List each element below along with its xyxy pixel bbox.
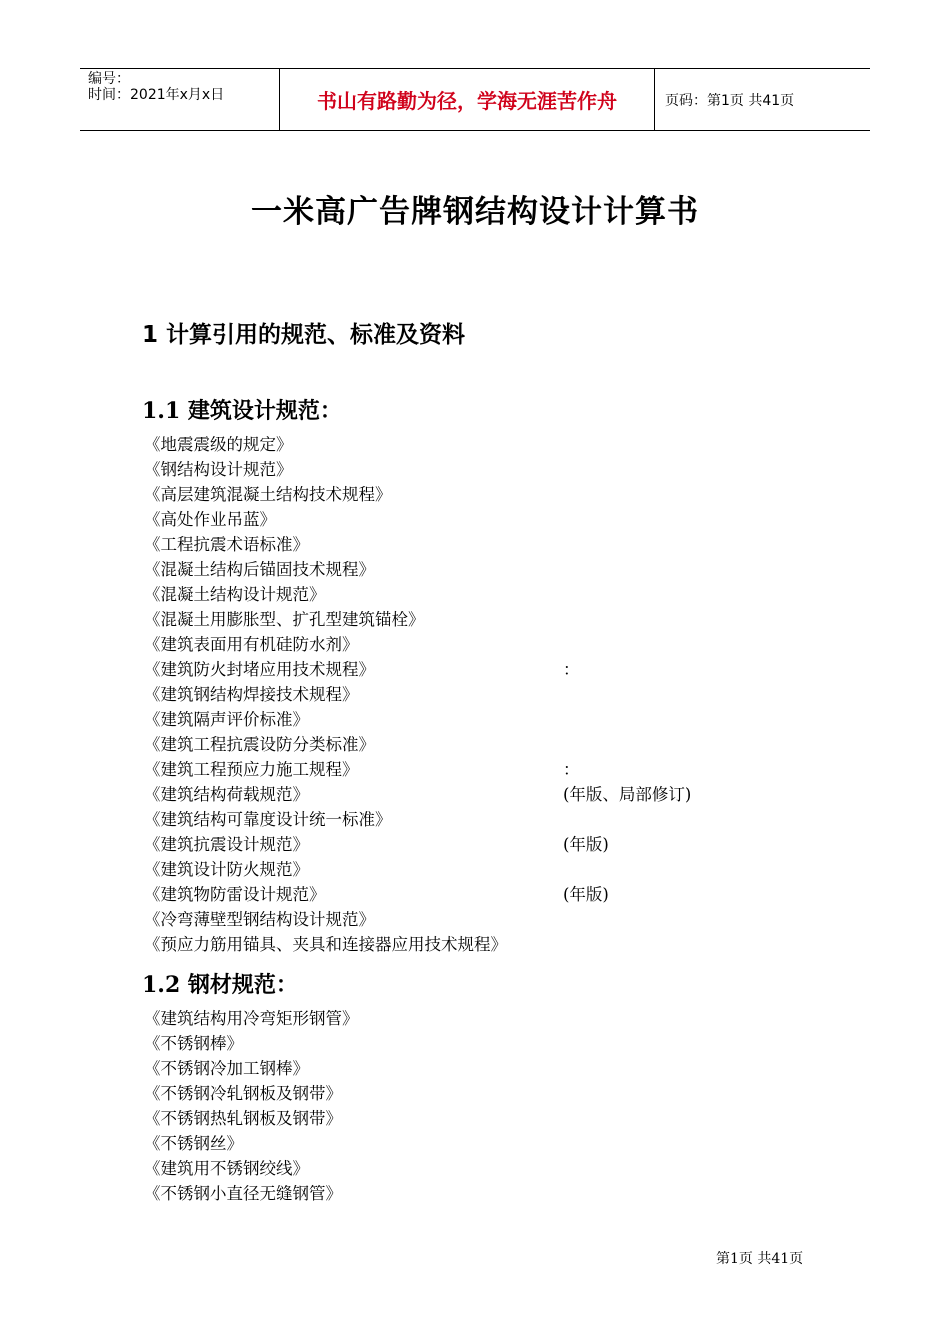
section-1-2-heading: 1.2 钢材规范： bbox=[142, 972, 298, 998]
list-item bbox=[144, 457, 507, 482]
code-title: 《建筑用不锈钢绞线》 bbox=[144, 1159, 309, 1178]
code-title: 《建筑工程抗震设防分类标准》 bbox=[144, 735, 375, 754]
list-item bbox=[144, 532, 507, 557]
list-item bbox=[144, 1081, 359, 1106]
code-title: 《建筑表面用有机硅防水剂》 bbox=[144, 635, 359, 654]
document-number-label: 编号： bbox=[88, 71, 130, 87]
code-title: 《建筑抗震设计规范》 bbox=[144, 835, 309, 854]
list-item bbox=[144, 1106, 359, 1131]
code-title: 《不锈钢冷加工钢棒》 bbox=[144, 1059, 309, 1078]
list-item bbox=[144, 1131, 359, 1156]
list-item bbox=[144, 907, 507, 932]
page-footer: 第1页 共41页 bbox=[716, 1251, 804, 1267]
code-title: 《高处作业吊蓝》 bbox=[144, 510, 276, 529]
list-item bbox=[144, 482, 507, 507]
building-design-codes-list bbox=[144, 432, 692, 957]
code-title: 《建筑设计防火规范》 bbox=[144, 860, 309, 879]
code-title: 《冷弯薄壁型钢结构设计规范》 bbox=[144, 910, 375, 929]
list-item bbox=[144, 832, 609, 857]
steel-codes-list bbox=[144, 1006, 359, 1206]
section-1-1-heading: 1.1 建筑设计规范： bbox=[142, 398, 342, 424]
code-title: 《预应力筋用锚具、夹具和连接器应用技术规程》 bbox=[144, 935, 507, 954]
section-1-heading: 1 计算引用的规范、标准及资料 bbox=[142, 322, 466, 348]
code-note: (年版) bbox=[563, 835, 609, 854]
page-header bbox=[80, 68, 870, 131]
header-motto: 书山有路勤为径，学海无涯苦作舟 bbox=[280, 69, 655, 130]
list-item bbox=[144, 607, 507, 632]
list-item bbox=[144, 557, 507, 582]
code-title: 《建筑钢结构焊接技术规程》 bbox=[144, 685, 359, 704]
list-item bbox=[144, 732, 507, 757]
list-item bbox=[144, 1031, 359, 1056]
code-title: 《建筑隔声评价标准》 bbox=[144, 710, 309, 729]
list-item bbox=[144, 507, 507, 532]
code-title: 《不锈钢小直径无缝钢管》 bbox=[144, 1184, 342, 1203]
list-item bbox=[144, 807, 507, 832]
code-title: 《不锈钢丝》 bbox=[144, 1134, 243, 1153]
list-item bbox=[144, 682, 507, 707]
code-title: 《地震震级的规定》 bbox=[144, 435, 293, 454]
code-note: ： bbox=[563, 660, 580, 679]
list-item bbox=[144, 657, 580, 682]
header-meta bbox=[80, 69, 280, 130]
document-title: 一米高广告牌钢结构设计计算书 bbox=[251, 194, 699, 230]
list-item bbox=[144, 882, 609, 907]
list-item bbox=[144, 1006, 359, 1031]
code-title: 《工程抗震术语标准》 bbox=[144, 535, 309, 554]
code-title: 《建筑结构用冷弯矩形钢管》 bbox=[144, 1009, 359, 1028]
list-item bbox=[144, 707, 507, 732]
list-item bbox=[144, 857, 507, 882]
code-title: 《混凝土结构后锚固技术规程》 bbox=[144, 560, 375, 579]
code-note: ： bbox=[563, 760, 580, 779]
code-note: (年版) bbox=[563, 885, 609, 904]
code-title: 《不锈钢棒》 bbox=[144, 1034, 243, 1053]
code-title: 《不锈钢热轧钢板及钢带》 bbox=[144, 1109, 342, 1128]
list-item bbox=[144, 782, 692, 807]
code-title: 《建筑结构可靠度设计统一标准》 bbox=[144, 810, 392, 829]
code-title: 《不锈钢冷轧钢板及钢带》 bbox=[144, 1084, 342, 1103]
header-page-info: 页码：第1页 共41页 bbox=[665, 92, 795, 109]
code-title: 《混凝土结构设计规范》 bbox=[144, 585, 326, 604]
list-item bbox=[144, 632, 507, 657]
code-title: 《建筑工程预应力施工规程》 bbox=[144, 760, 359, 779]
list-item bbox=[144, 932, 507, 957]
code-title: 《建筑防火封堵应用技术规程》 bbox=[144, 660, 375, 679]
list-item bbox=[144, 432, 507, 457]
code-title: 《混凝土用膨胀型、扩孔型建筑锚栓》 bbox=[144, 610, 425, 629]
code-title: 《钢结构设计规范》 bbox=[144, 460, 293, 479]
list-item bbox=[144, 1181, 359, 1206]
code-title: 《建筑物防雷设计规范》 bbox=[144, 885, 326, 904]
list-item bbox=[144, 1056, 359, 1081]
list-item bbox=[144, 1156, 359, 1181]
code-note: (年版、局部修订) bbox=[563, 785, 692, 804]
code-title: 《高层建筑混凝土结构技术规程》 bbox=[144, 485, 392, 504]
document-time-label: 时间：2021年x月x日 bbox=[88, 87, 225, 103]
list-item bbox=[144, 582, 507, 607]
code-title: 《建筑结构荷载规范》 bbox=[144, 785, 309, 804]
list-item bbox=[144, 757, 580, 782]
